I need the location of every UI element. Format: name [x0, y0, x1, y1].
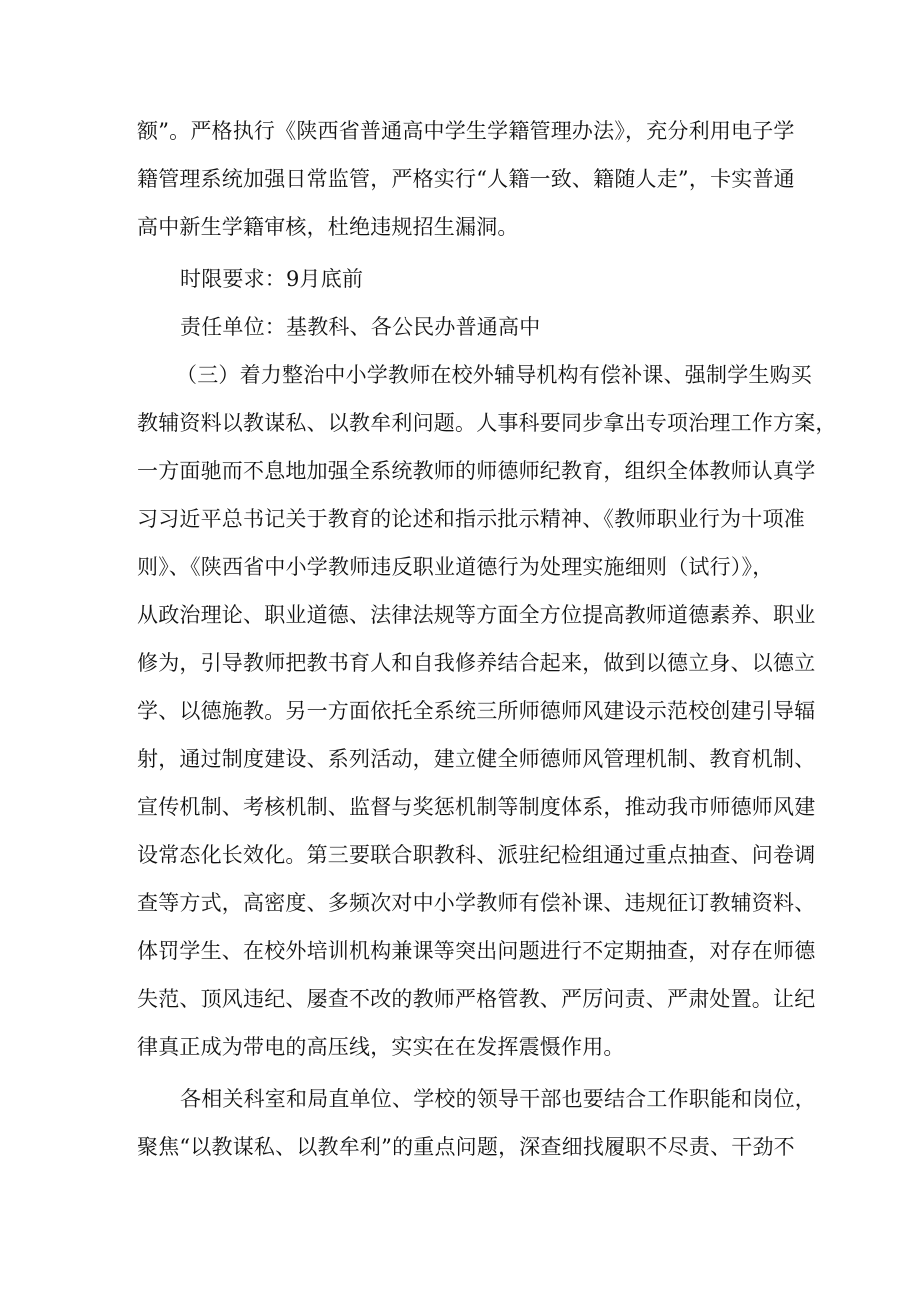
responsible-unit: 责任单位：基教科、各公民办普通高中: [180, 315, 541, 339]
text-line-3: 高中新生学籍审核，杜绝违规招生漏洞。: [137, 215, 519, 239]
text-line-9: 习习近平总书记关于教育的论述和指示批示精神、《教师职业行为十项准: [137, 507, 805, 531]
text-line-15: 宣传机制、考核机制、监督与奖惩机制等制度体系，推动我市师德师风建: [137, 795, 816, 819]
text-line-14: 射，通过制度建设、系列活动，建立健全师德师风管理机制、教育机制、: [137, 747, 816, 771]
section-3-heading-line: （三）着力整治中小学教师在校外辅导机构有偿补课、强制学生购买: [176, 363, 812, 387]
text-line-2: 籍管理系统加强日常监管，严格实行“人籍一致、籍随人走”，卡实普通: [137, 167, 795, 191]
text-line-10: 则》、《陕西省中小学教师违反职业道德行为处理实施细则（试行）》，: [137, 555, 774, 579]
text-line-12: 修为，引导教师把教书育人和自我修养结合起来，做到以德立身、以德立: [137, 651, 816, 675]
time-requirement: 时限要求：9月底前: [180, 267, 364, 291]
text-line-16: 设常态化长效化。第三要联合职教科、派驻纪检组通过重点抽查、问卷调: [137, 843, 816, 867]
text-line-18: 体罚学生、在校外培训机构兼课等突出问题进行不定期抽查，对存在师德: [137, 939, 816, 963]
text-line-1: 额”。严格执行《陕西省普通高中学生学籍管理办法》，充分利用电子学: [137, 119, 795, 143]
text-line-20: 律真正成为带电的高压线，实实在在发挥震慑作用。: [137, 1035, 625, 1059]
text-line-22: 聚焦“以教谋私、以教牟利”的重点问题，深查细找履职不尽责、干劲不: [137, 1135, 795, 1159]
text-line-11: 从政治理论、职业道德、法律法规等方面全方位提高教师道德素养、职业: [137, 603, 816, 627]
text-line-17: 查等方式，高密度、多频次对中小学教师有偿补课、违规征订教辅资料、: [137, 891, 816, 915]
text-line-13: 学、以德施教。另一方面依托全系统三所师德师风建设示范校创建引导辐: [137, 699, 816, 723]
text-line-8: 一方面驰而不息地加强全系统教师的师德师纪教育，组织全体教师认真学: [137, 459, 816, 483]
text-line-7: 教辅资料以教谋私、以教牟利问题。人事科要同步拿出专项治理工作方案，: [137, 411, 837, 435]
text-line-19: 失范、顶风违纪、屡查不改的教师严格管教、严厉问责、严肃处置。让纪: [137, 987, 816, 1011]
paragraph-start-line: 各相关科室和局直单位、学校的领导干部也要结合工作职能和岗位，: [180, 1087, 816, 1111]
